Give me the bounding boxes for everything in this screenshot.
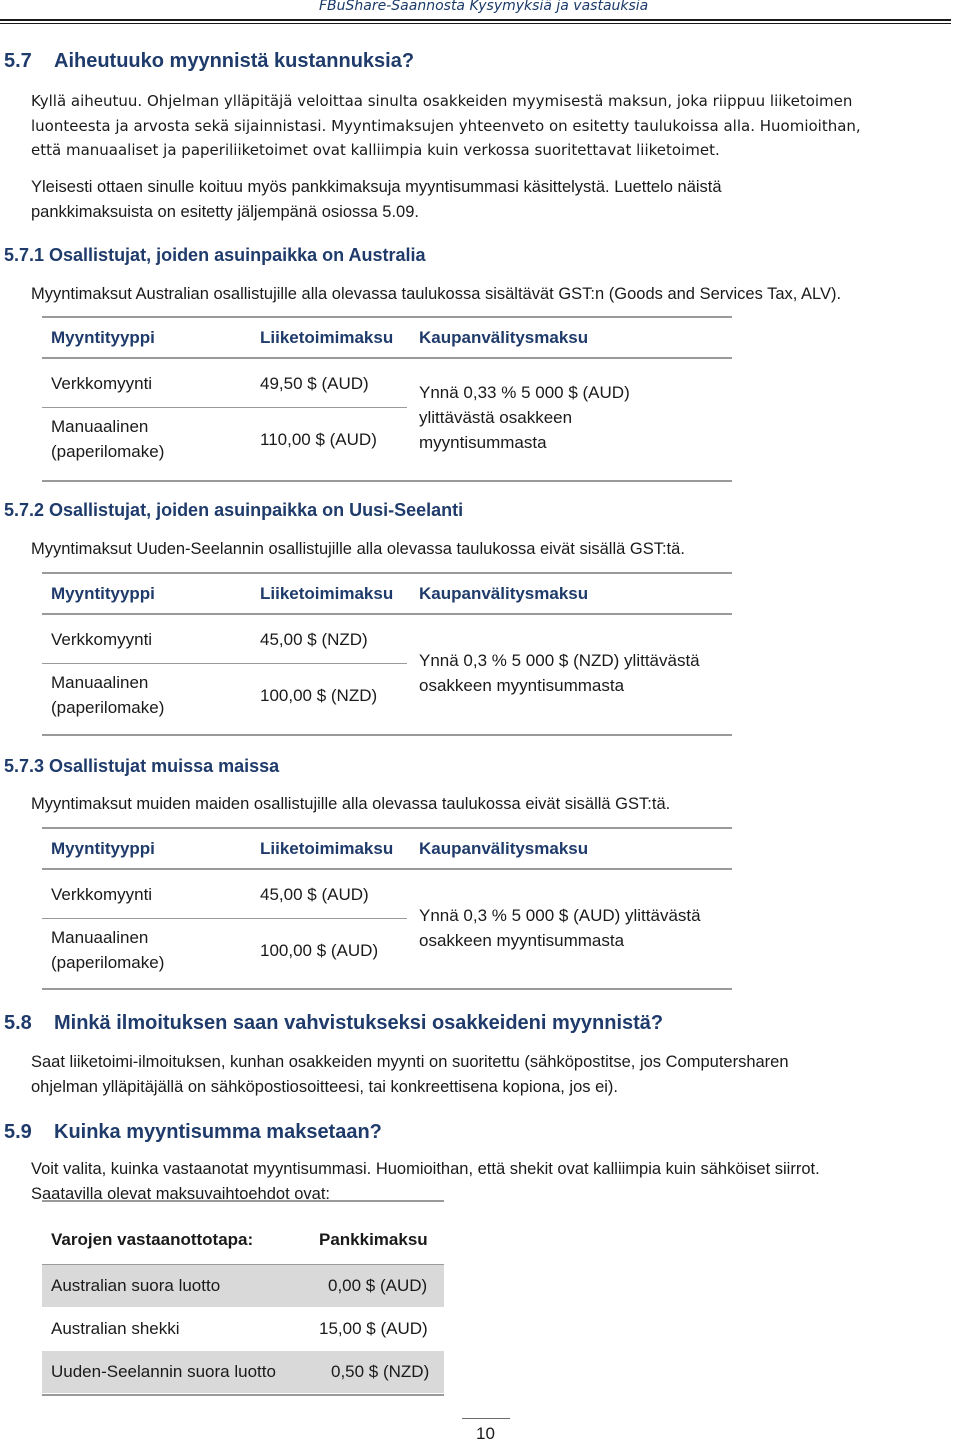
table-rule [42, 663, 407, 664]
paragraph-payment [31, 1157, 820, 1206]
text-line: Ynnä 0,3 % 5 000 $ (AUD) ylittävästä [419, 906, 701, 925]
text-line: että manuaaliset ja paperiliiketoimet ovat kalliimpia kuin verkossa suoritettavat liiketoimet. [31, 141, 720, 159]
text-line: Saat liiketoimi-ilmoituksen, kunhan osakkeiden myynti on suoritettu (sähköpostitse, jos Computersharen [31, 1053, 789, 1071]
text-line: Yleisesti ottaen sinulle koituu myös pankkimaksuja myyntisummasi käsittelystä. Luettelo näistä [31, 178, 722, 196]
table-cell: Verkkomyynti [51, 885, 153, 904]
text-line: luonteesta ja arvosta sekä sijainnistasi. Myyntimaksujen yhteenveto on esitetty taulukoissa alla. Huomioithan, [31, 116, 861, 135]
section-number: 5.7 [4, 50, 32, 72]
text-line: myyntisummasta [419, 433, 547, 452]
table-cell: 45,00 $ (NZD) [260, 630, 368, 649]
text-line: Voit valita, kuinka vastaanotat myyntisummasi. Huomioithan, että shekit ovat kalliimpia kuin sähköiset siirrot. [31, 1160, 820, 1178]
section-number: 5.9 [4, 1121, 32, 1143]
column-header: Myyntityyppi [51, 584, 155, 603]
table-cell: Verkkomyynti [51, 630, 153, 649]
section-number: 5.8 [4, 1012, 32, 1034]
subsection-intro: Myyntimaksut Australian osallistujille alla olevassa taulukossa sisältävät GST:n (Goods and Services Tax, ALV). [31, 285, 842, 303]
table-cell: 110,00 $ (AUD) [260, 430, 377, 449]
text-line: Kyllä aiheutuu. Ohjelman ylläpitäjä veloittaa sinulta osakkeiden myymisestä maksun, joka riippuu liiketoimen [31, 92, 853, 110]
payment-options-table [42, 1200, 444, 1400]
footer-rule [462, 1418, 510, 1419]
text-line: (paperilomake) [51, 953, 165, 972]
table-rule [42, 988, 732, 990]
text-line: osakkeen myyntisummasta [419, 676, 625, 695]
section-heading-5-7 [4, 50, 414, 73]
table-cell: 0,50 $ (NZD) [331, 1362, 430, 1381]
table-rule [42, 572, 732, 574]
table-cell: 49,50 $ (AUD) [260, 374, 369, 393]
column-header: Liiketoimimaksu [260, 584, 394, 603]
fee-table-new-zealand [42, 572, 732, 737]
paragraph-confirmation [31, 1050, 789, 1099]
fee-table-other-countries [42, 827, 732, 992]
section-heading-5-9 [4, 1121, 382, 1144]
fee-table-australia [42, 316, 732, 486]
column-header: Kaupanvälitysmaksu [419, 584, 589, 603]
table-cell [51, 925, 164, 975]
paragraph-fees-intro [31, 89, 861, 163]
table-cell: 0,00 $ (AUD) [328, 1276, 428, 1295]
table-rule [42, 1200, 444, 1202]
column-header: Myyntityyppi [51, 328, 155, 347]
table-cell: Verkkomyynti [51, 374, 153, 393]
text-line: Saatavilla olevat maksuvaihtoehdot ovat: [31, 1184, 331, 1203]
text-line: Manuaalinen [51, 928, 149, 947]
table-cell: 100,00 $ (AUD) [260, 941, 379, 960]
column-header: Varojen vastaanottotapa: [51, 1230, 254, 1249]
table-cell-brokerage [419, 648, 700, 698]
text-line: Ynnä 0,3 % 5 000 $ (NZD) ylittävästä [419, 651, 700, 670]
header-rule-thin [0, 23, 951, 24]
text-line: Manuaalinen [51, 417, 149, 436]
table-cell: Australian shekki [51, 1319, 180, 1338]
text-line: Ynnä 0,33 % 5 000 $ (AUD) [419, 383, 630, 402]
table-cell-brokerage [419, 903, 701, 953]
subsection-heading-5-7-3: 5.7.3 Osallistujat muissa maissa [4, 756, 280, 776]
table-cell-brokerage [419, 380, 630, 455]
table-cell: 15,00 $ (AUD) [319, 1319, 428, 1338]
subsection-heading-5-7-1: 5.7.1 Osallistujat, joiden asuinpaikka on Australia [4, 245, 426, 265]
section-title: Minkä ilmoituksen saan vahvistukseksi osakkeideni myynnistä? [54, 1012, 664, 1034]
text-line: (paperilomake) [51, 442, 165, 461]
table-cell [51, 670, 164, 720]
page-number: 10 [476, 1424, 495, 1443]
table-cell: 45,00 $ (AUD) [260, 885, 369, 904]
text-line: ylittävästä osakkeen [419, 408, 573, 427]
table-rule [42, 868, 732, 870]
subsection-heading-5-7-2: 5.7.2 Osallistujat, joiden asuinpaikka on Uusi-Seelanti [4, 500, 464, 520]
table-cell: 100,00 $ (NZD) [260, 686, 378, 705]
subsection-intro: Myyntimaksut Uuden-Seelannin osallistujille alla olevassa taulukossa eivät sisällä GST:tä. [31, 540, 685, 558]
header-rule-thick [0, 19, 951, 21]
table-cell [51, 414, 164, 464]
table-rule [42, 316, 732, 318]
text-line: Manuaalinen [51, 673, 149, 692]
table-rule [42, 407, 407, 408]
table-rule [42, 827, 732, 829]
column-header: Pankkimaksu [319, 1230, 428, 1249]
table-rule [42, 613, 732, 615]
text-line: ohjelman ylläpitäjällä on sähköpostiosoitteesi, tai konkreettisena kopiona, jos ei). [31, 1077, 619, 1096]
section-title: Aiheutuuko myynnistä kustannuksia? [54, 50, 415, 72]
text-line: pankkimaksuista on esitetty jäljempänä osiossa 5.09. [31, 202, 419, 221]
column-header: Kaupanvälitysmaksu [419, 839, 589, 858]
column-header: Liiketoimimaksu [260, 839, 394, 858]
table-cell: Australian suora luotto [51, 1276, 221, 1295]
table-cell: Uuden-Seelannin suora luotto [51, 1362, 276, 1381]
section-heading-5-8 [4, 1012, 663, 1035]
column-header: Myyntityyppi [51, 839, 155, 858]
table-rule [42, 734, 732, 736]
table-rule [42, 918, 407, 919]
text-line: (paperilomake) [51, 698, 165, 717]
paragraph-bank-fees [31, 175, 722, 224]
column-header: Liiketoimimaksu [260, 328, 394, 347]
column-header: Kaupanvälitysmaksu [419, 328, 589, 347]
section-title: Kuinka myyntisumma maksetaan? [54, 1121, 382, 1143]
text-line: osakkeen myyntisummasta [419, 931, 625, 950]
running-header: FBuShare-Saannosta Kysymyksiä ja vastauksia [319, 0, 649, 14]
subsection-intro: Myyntimaksut muiden maiden osallistujille alla olevassa taulukossa eivät sisällä GST:tä. [31, 795, 671, 813]
table-rule [42, 480, 732, 482]
table-rule [42, 357, 732, 359]
table-rule [42, 1394, 444, 1396]
